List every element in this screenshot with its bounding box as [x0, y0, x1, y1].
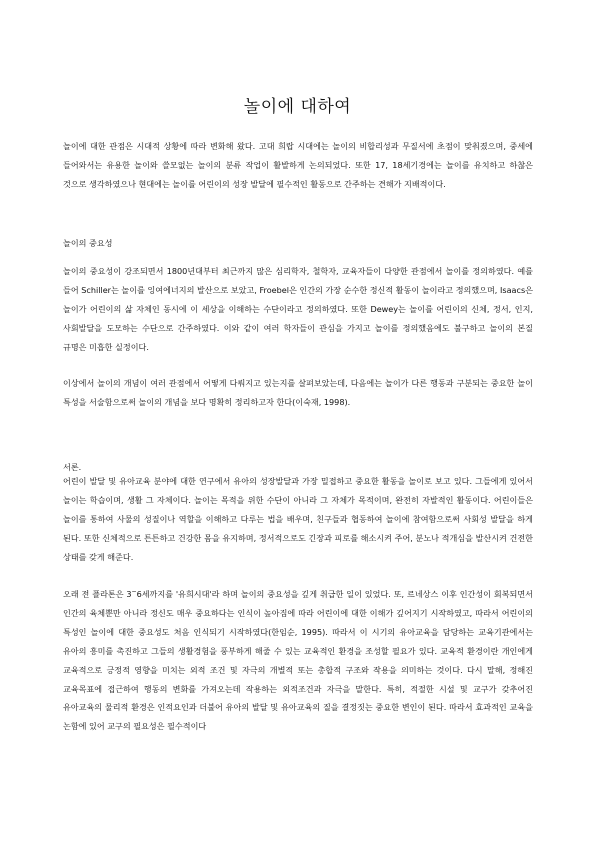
intro-paragraph: 놀이에 대한 관점은 시대적 상황에 따라 변화해 왔다. 고대 희랍 시대에는 놀이의 비합리성과 무질서에 초점이 맞춰졌으며, 중세에 들어와서는 유용한 놀이와 쓸모없는 놀이의 분류 작업이 활발하게 논의되었다. 또한 17, 18세기경에는 놀이를 유치하고 하찮은 것으로 생각하였으나 현대에는 놀이를 어린이의 성장 발달에 필수적인 활동으로 간주하는 견해가 지배적이다. [63, 141, 533, 189]
section-heading-importance: 놀이의 중요성 [63, 238, 113, 248]
importance-paragraph-1: 놀이의 중요성이 강조되면서 1800년대부터 최근까지 많은 심리학자, 철학자, 교육자들이 다양한 관점에서 놀이를 정의하였다. 예를 들어 Schiller는 놀이를 잉여에너지의 발산으로 보았고, Froebel은 인간의 가장 순수한 정신적 활동이 놀이라고 정의했으며, Isaacs은 놀이가 어린이의 삶 자체인 동시에 이 세상을 이해하는 수단이라고 정의하였다. 또한 Dewey는 놀이를 어린이의 신체, 정서, 인지, 사회발달을 도모하는 수단으로 간주하였다. 이와 같이 여러 학자들이 관심을 가지고 놀이를 정의했음에도 불구하고 놀이의 본질 규명은 미흡한 실정이다. [63, 266, 533, 352]
intro-section-paragraph-1: 어린이 발달 및 유아교육 분야에 대한 연구에서 유아의 성장발달과 가장 밀접하고 중요한 활동을 놀이로 보고 있다. 그들에게 있어서 놀이는 학습이며, 생활 그 자체이다. 놀이는 목적을 위한 수단이 아니라 그 자체가 목적이며, 완전히 자발적인 활동이다. 어린이들은 놀이를 통하여 사물의 성질이나 역할을 이해하고 다루는 법을 배우며, 친구들과 협동하여 놀이에 참여함으로써 사회성 발달을 하게 된다. 또한 신체적으로 튼튼하고 건강한 몸을 유지하며, 정서적으로도 긴장과 피로를 해소시켜 주어, 분노나 적개심을 발산시켜 건전한 상태를 갖게 해준다. [63, 476, 533, 562]
paragraph-text-rest: 6세까지를 '유희시대'라 하며 놀이의 중요성을 깊게 취급한 일이 있었다. 또, 르네상스 이후 인간성이 회복되면서 인간의 육체뿐만 아니라 정신도 매우 중요하다는 인식이 높아짐에 따라 어린이에 대한 이해가 깊어지기 시작하였고, 따라서 어린이의 특성인 놀이에 대한 중요성도 처음 인식되기 시작하였다(한임순, 1995). 따라서 이 시기의 유아교육을 담당하는 교육기관에서는 유아의 흥미를 촉진하고 그들의 생활경험을 풍부하게 해줄 수 있는 교육적인 환경을 조성할 필요가 있다. 교육적 환경이란 개인에게 교육적으로 긍정적 영향을 미치는 외적 조건 및 자극의 개별적 또는 총합적 구조와 작용을 의미하는 것이다. 다시 말해, 정해진 교육목표에 접근하여 행동의 변화를 가져오는데 작용하는 외적조건과 자극을 말한다. 특히, 적절한 시설 및 교구가 갖추어진 유아교육의 물리적 환경은 인적요인과 더불어 유아의 발달 및 유아교육의 질을 결정짓는 중요한 변인이 된다. 따라서 효과적인 교육을 논함에 있어 교구의 필요성은 필수적이다 [63, 589, 533, 732]
range-superscript: ~ [131, 588, 137, 596]
page-title: 놀이에 대하여 [243, 97, 352, 117]
intro-section-paragraph-2 [63, 585, 533, 736]
importance-paragraph-2: 이상에서 놀이의 개념이 여러 관점에서 어떻게 다뤄지고 있는지를 살펴보았는데, 다음에는 놀이가 다른 행동과 구분되는 중요한 놀이 특성을 서술함으로써 놀이의 개념을 보다 명확히 정리하고자 한다(이숙재, 1998). [63, 378, 533, 407]
paragraph-text-start: 오래 전 플라톤은 3 [63, 589, 132, 599]
section-heading-intro: 서론. [63, 462, 82, 472]
